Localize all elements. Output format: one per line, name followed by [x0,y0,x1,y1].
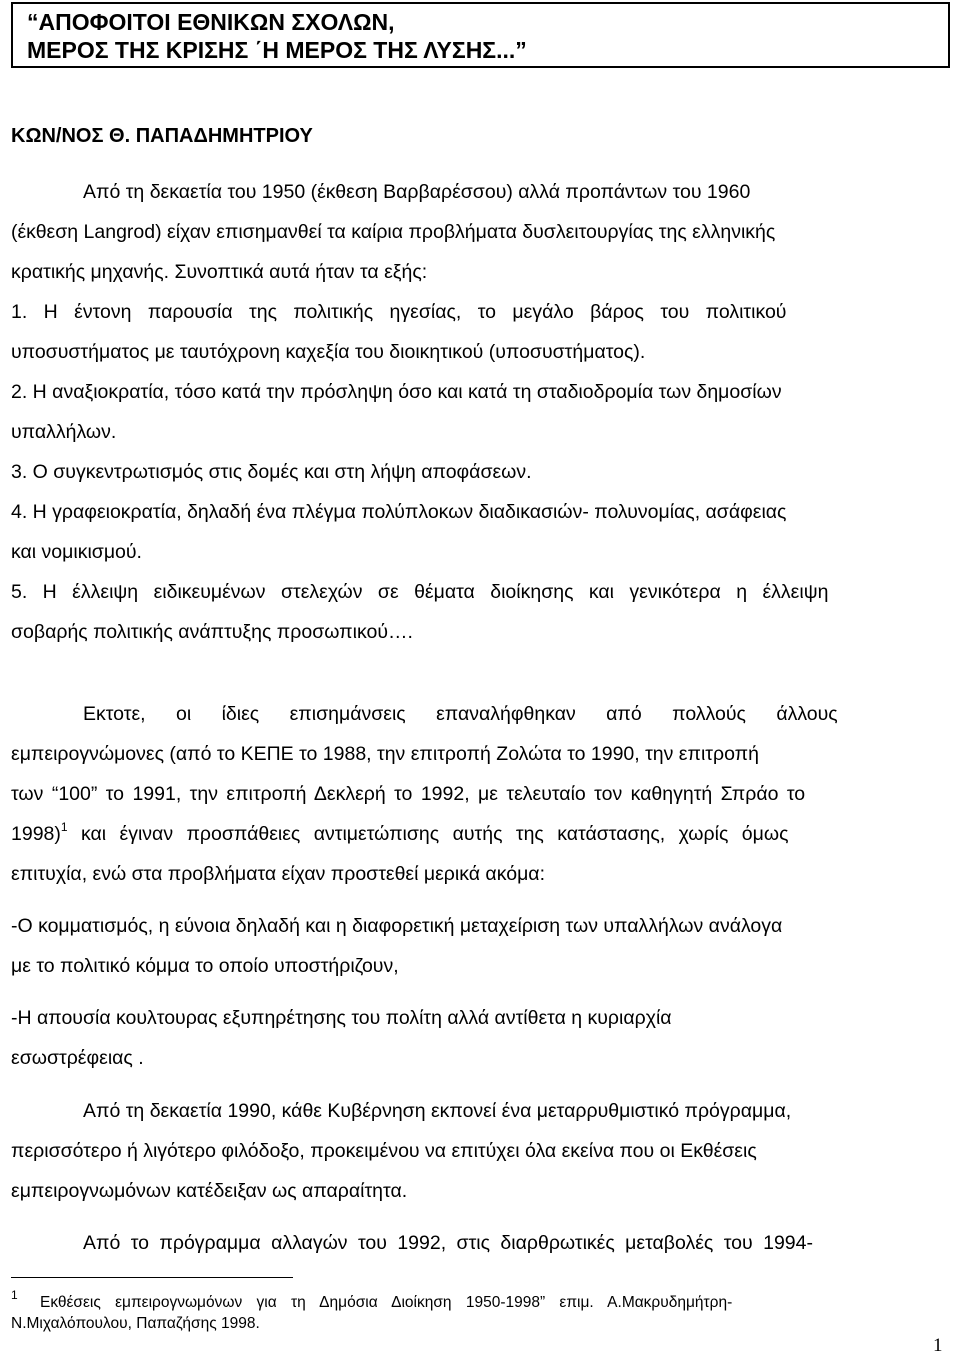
paragraph-2-line-5: επιτυχία, ενώ στα προβλήματα είχαν προστεθεί μερικά ακόμα: [11,863,545,885]
problem-5-line-1: 5. Η έλλειψη ειδικευμένων στελεχών σε θέματα διοίκησης και γενικότερα η έλλειψη [11,581,829,603]
title-box [11,2,950,68]
footnote-line-2: Ν.Μιχαλόπουλου, Παπαζήσης 1998. [11,1315,260,1332]
added-problem-1-line-1: -Ο κομματισμός, η εύνοια δηλαδή και η διαφορετική μεταχείριση των υπαλλήλων ανάλογα [11,915,783,937]
paragraph-3-line-3: εμπειρογνωμόνων κατέδειξαν ως απαραίτητα. [11,1180,408,1202]
problem-5-line-2: σοβαρής πολιτικής ανάπτυξης προσωπικού…. [11,621,413,643]
paragraph-3-line-1: Από τη δεκαετία 1990, κάθε Κυβέρνηση εκπονεί ένα μεταρρυθμιστικό πρόγραμμα, [83,1100,792,1122]
title-line-1: “ΑΠΟΦΟΙΤΟΙ ΕΘΝΙΚΩΝ ΣΧΟΛΩΝ, [27,9,395,35]
paragraph-2-line-4 [11,820,788,848]
footnote-mark: 1 [11,1288,18,1302]
problem-4-line-2: και νομικισμού. [11,541,142,563]
paragraph-2-line-4-end: και έγιναν προσπάθειες αντιμετώπισης αυτής της κατάστασης, χωρίς όμως [67,823,789,845]
problem-2-line-2: υπαλλήλων. [11,421,117,443]
paragraph-3-line-2: περισσότερο ή λιγότερο φιλόδοξο, προκειμένου να επιτύχει όλα εκείνα που οι Εκθέσεις [11,1140,757,1162]
paragraph-2-line-2: εμπειρογνώμονες (από το ΚΕΠΕ το 1988, την επιτροπή Ζολώτα το 1990, την επιτροπή [11,743,759,765]
problem-2-line-1: 2. Η αναξιοκρατία, τόσο κατά την πρόσληψη όσο και κατά τη σταδιοδρομία των δημοσίων [11,381,782,403]
added-problem-1-line-2: με το πολιτικό κόμμα το οποίο υποστήριζουν, [11,955,399,977]
footnote-reference: 1 [60,820,68,834]
paragraph-2-line-4-start: 1998) [11,823,61,845]
problem-1-line-1: 1. Η έντονη παρουσία της πολιτικής ηγεσίας, το μεγάλο βάρος του πολιτικού [11,301,787,323]
added-problem-2-line-2: εσωστρέφειας . [11,1047,144,1069]
paragraph-1-line-3: κρατικής μηχανής. Συνοπτικά αυτά ήταν τα εξής: [11,261,428,283]
paragraph-4-line-1: Από το πρόγραμμα αλλαγών του 1992, στις διαρθρωτικές μεταβολές του 1994- [83,1232,813,1254]
author-name: ΚΩΝ/ΝΟΣ Θ. ΠΑΠΑΔΗΜΗΤΡΙΟΥ [11,125,313,147]
footnote-separator [11,1277,293,1278]
paragraph-2-line-1: Εκτοτε, οι ίδιες επισημάνσεις επαναλήφθηκαν από πολλούς άλλους [83,703,838,725]
page-number: 1 [933,1335,943,1356]
added-problem-2-line-1: -Η απουσία κουλτουρας εξυπηρέτησης του πολίτη αλλά αντίθετα η κυριαρχία [11,1007,672,1029]
problem-3-line-1: 3. Ο συγκεντρωτισμός στις δομές και στη λήψη αποφάσεων. [11,461,532,483]
paragraph-1-line-2: (έκθεση Langrod) είχαν επισημανθεί τα καίρια προβλήματα δυσλειτουργίας της ελληνικής [11,221,776,243]
footnote-line-1: Εκθέσεις εμπειρογνωμόνων για τη Δημόσια Διοίκηση 1950-1998” επιμ. Α.Μακρυδημήτρη- [40,1294,733,1311]
problem-4-line-1: 4. Η γραφειοκρατία, δηλαδή ένα πλέγμα πολύπλοκων διαδικασιών- πολυνομίας, ασάφειας [11,501,787,523]
paragraph-1-line-1: Από τη δεκαετία του 1950 (έκθεση Βαρβαρέσσου) αλλά προπάντων του 1960 [83,181,751,203]
paragraph-2-line-3: των “100” το 1991, την επιτροπή Δεκλερή το 1992, με τελευταίο τον καθηγητή Σπράο το [11,783,806,805]
title-line-2: ΜΕΡΟΣ ΤΗΣ ΚΡΙΣΗΣ ΄Η ΜΕΡΟΣ ΤΗΣ ΛΥΣΗΣ...” [27,37,527,63]
problem-1-line-2: υποσυστήματος με ταυτόχρονη καχεξία του διοικητικού (υποσυστήματος). [11,341,646,363]
